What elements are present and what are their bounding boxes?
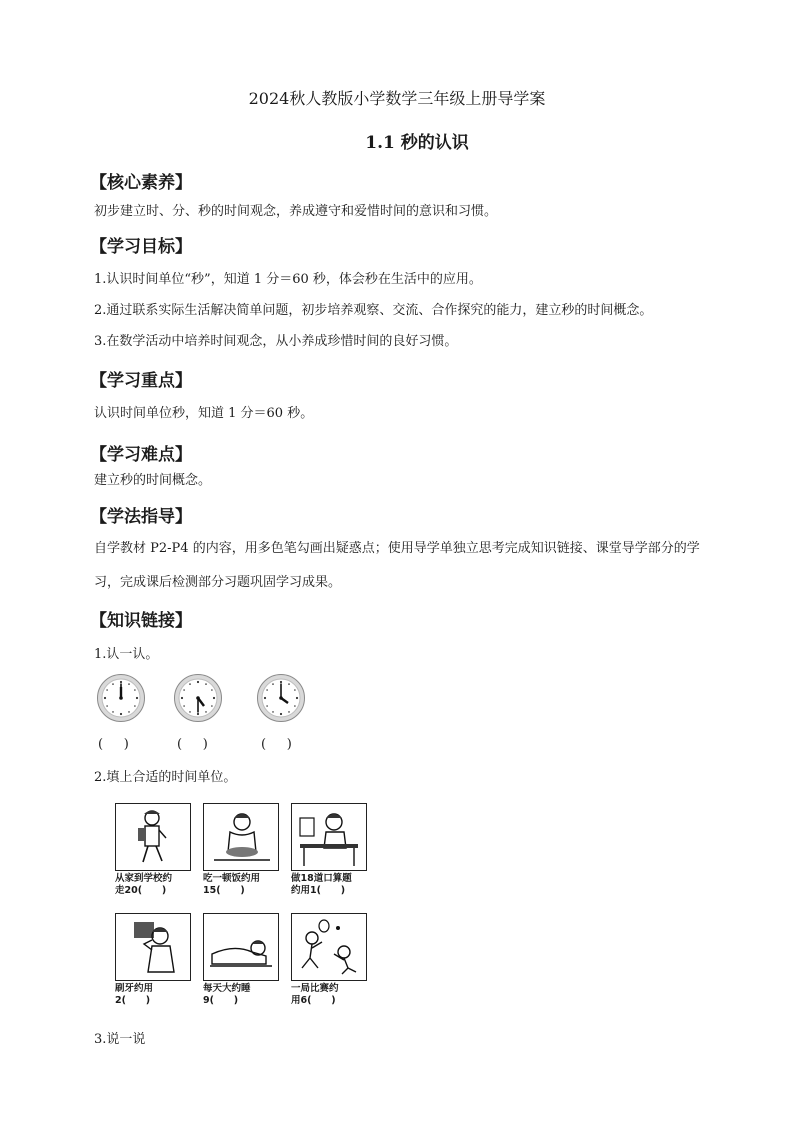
clock-icon: [173, 673, 223, 723]
boy-writing-icon: [291, 803, 367, 871]
goal-item-2: 2.通过联系实际生活解决简单问题，初步培养观察、交流、合作探究的能力，建立秒的时间概念。: [94, 303, 653, 318]
picture-homework: [291, 803, 367, 897]
picture-match: [291, 913, 367, 1007]
key-text: 认识时间单位秒，知道 1 分＝60 秒。: [94, 406, 314, 421]
answer-blank[interactable]: ( ): [177, 737, 208, 752]
picture-caption: 吃一顿饭约用 15( ): [203, 873, 261, 896]
clock-row: [96, 673, 326, 725]
clock-answer-row: [98, 737, 328, 757]
method-text: 自学教材 P2-P4 的内容，用多色笔勾画出疑惑点；使用导学单独立思考完成知识链接、课堂导学部分的学习，完成课后检测部分习题巩固学习成果。: [94, 541, 700, 590]
goal-item-1: 1.认识时间单位“秒”，知道 1 分＝60 秒，体会秒在生活中的应用。: [94, 272, 482, 287]
document-title: 2024秋人教版小学数学三年级上册导学案: [248, 89, 546, 108]
heading-goals: 【学习目标】: [90, 237, 192, 257]
picture-caption: 从家到学校约 走20( ): [115, 873, 173, 896]
core-text: 初步建立时、分、秒的时间观念，养成遵守和爱惜时间的意识和习惯。: [94, 204, 498, 219]
goal-item-3: 3.在数学活动中培养时间观念，从小养成珍惜时间的良好习惯。: [94, 334, 458, 349]
answer-blank[interactable]: ( ): [261, 737, 292, 752]
picture-brushing: [115, 913, 191, 1007]
badminton-players-icon: [291, 913, 367, 981]
clock-icon: [96, 673, 146, 723]
picture-caption: 刷牙约用 2( ): [115, 983, 154, 1006]
boy-brushing-icon: [115, 913, 191, 981]
picture-sleeping: [203, 913, 279, 1007]
picture-walk-to-school: [115, 803, 191, 897]
activity-pictures: [115, 803, 375, 1013]
lesson-title: 1.1 秒的认识: [365, 133, 469, 153]
heading-link: 【知识链接】: [90, 611, 192, 631]
question-2: 2.填上合适的时间单位。: [94, 770, 237, 785]
heading-core: 【核心素养】: [90, 173, 192, 193]
answer-blank[interactable]: ( ): [98, 737, 129, 752]
heading-difficulty: 【学习难点】: [90, 445, 192, 465]
boy-walking-icon: [115, 803, 191, 871]
picture-caption: 每天大约睡 9( ): [203, 983, 251, 1006]
question-1: 1.认一认。: [94, 647, 159, 662]
picture-eating: [203, 803, 279, 897]
difficulty-text: 建立秒的时间概念。: [94, 473, 212, 488]
boy-sleeping-icon: [203, 913, 279, 981]
picture-caption: 一局比赛约 用6( ): [291, 983, 339, 1006]
clock-icon: [256, 673, 306, 723]
boy-eating-icon: [203, 803, 279, 871]
question-3: 3.说一说: [94, 1032, 146, 1047]
heading-key: 【学习重点】: [90, 371, 192, 391]
picture-caption: 做18道口算题 约用1( ): [291, 873, 352, 896]
heading-method: 【学法指导】: [90, 507, 192, 527]
